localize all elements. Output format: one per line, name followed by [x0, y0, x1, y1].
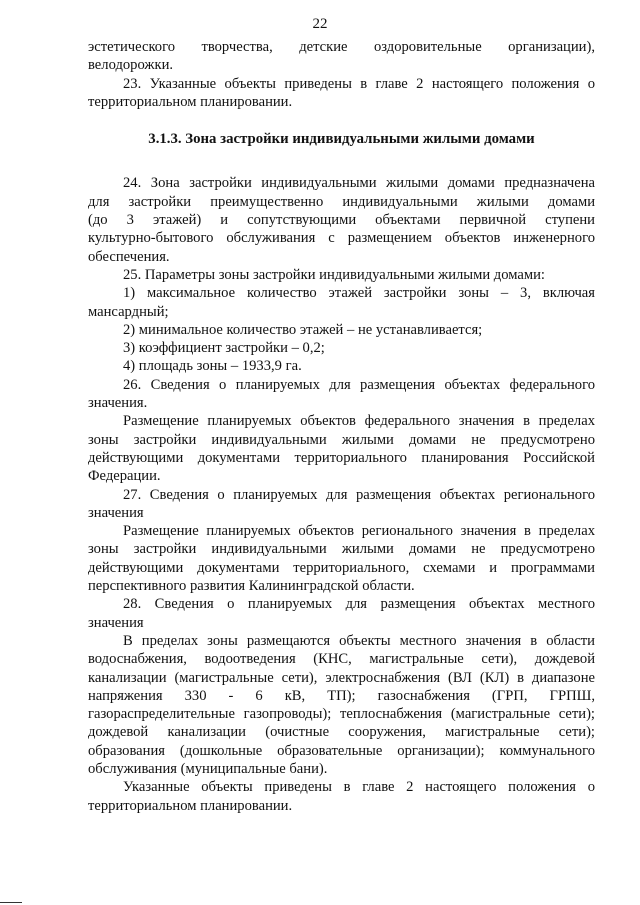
text-line: 26. Сведения о планируемых для размещения объектах федерального	[123, 376, 595, 393]
text-line: культурно-бытового обслуживания с размещением объектов инженерного	[88, 230, 595, 247]
text-line: Размещение планируемых объектов федерального значения в пределах	[123, 413, 595, 430]
text-line: мансардный;	[88, 303, 169, 320]
text-line: действующими документами территориального, схемами и программами	[88, 559, 595, 576]
text-line: значения.	[88, 395, 148, 412]
text-line: обслуживания (муниципальные бани).	[88, 760, 328, 777]
document-body	[88, 38, 595, 815]
text-line: В пределах зоны размещаются объекты местного значения в области	[123, 632, 595, 649]
text-line: 28. Сведения о планируемых для размещения объектах местного	[123, 596, 595, 613]
text-line: велодорожки.	[88, 57, 174, 74]
text-line: Федерации.	[88, 468, 161, 485]
text-line: 23. Указанные объекты приведены в главе 2 настоящего положения о	[123, 75, 595, 92]
text-line: 4) площадь зоны – 1933,9 га.	[123, 358, 302, 375]
text-line: Указанные объекты приведены в главе 2 настоящего положения о	[123, 779, 595, 796]
text-line: газораспределительные газопроводы); теплоснабжения (магистральные сети);	[88, 706, 595, 723]
text-line: значения	[88, 614, 144, 631]
text-line: действующими документами территориального планирования Российской	[88, 449, 595, 466]
text-line: (до 3 этажей) и сопутствующими объектами первичной ступени	[88, 212, 595, 229]
text-line: территориальном планировании.	[88, 93, 293, 110]
text-line: водоснабжения, водоотведения (КНС, магистральные сети), дождевой	[88, 651, 595, 668]
text-line: напряжения 330 - 6 кВ, ТП); газоснабжения (ГРП, ГРПШ,	[88, 687, 595, 704]
text-line: 25. Параметры зоны застройки индивидуальными жилыми домами:	[123, 266, 545, 283]
text-line: Размещение планируемых объектов регионального значения в пределах	[123, 523, 595, 540]
section-heading: 3.1.3. Зона застройки индивидуальными жилыми домами	[148, 131, 535, 148]
text-line: зоны застройки индивидуальными жилыми домами не предусмотрено	[88, 431, 595, 448]
text-line: образования (дошкольные образовательные организации); коммунального	[88, 742, 595, 759]
text-line: территориальном планировании.	[88, 797, 293, 814]
text-line: 2) минимальное количество этажей – не устанавливается;	[123, 321, 483, 338]
text-line: для застройки преимущественно индивидуальными жилыми домами	[88, 193, 595, 210]
text-line: 27. Сведения о планируемых для размещения объектах регионального	[123, 486, 595, 503]
text-line: канализации (магистральные сети), электроснабжения (ВЛ (КЛ) в диапазоне	[88, 669, 595, 686]
text-line: эстетического творчества, детские оздоровительные организации),	[88, 39, 595, 55]
text-line: 3) коэффициент застройки – 0,2;	[123, 340, 325, 357]
text-line: перспективного развития Калининградской области.	[88, 578, 415, 595]
page-number: 22	[312, 16, 328, 32]
text-line: 1) максимальное количество этажей застройки зоны – 3, включая	[123, 285, 595, 302]
text-line: обеспечения.	[88, 248, 170, 265]
text-line: дождевой канализации (очистные сооружения, магистральные сети);	[88, 724, 595, 741]
scan-edge-mark	[0, 902, 22, 903]
text-line: зоны застройки индивидуальными жилыми домами не предусмотрено	[88, 541, 595, 558]
text-line: значения	[88, 504, 144, 521]
text-line: 24. Зона застройки индивидуальными жилыми домами предназначена	[123, 175, 595, 192]
